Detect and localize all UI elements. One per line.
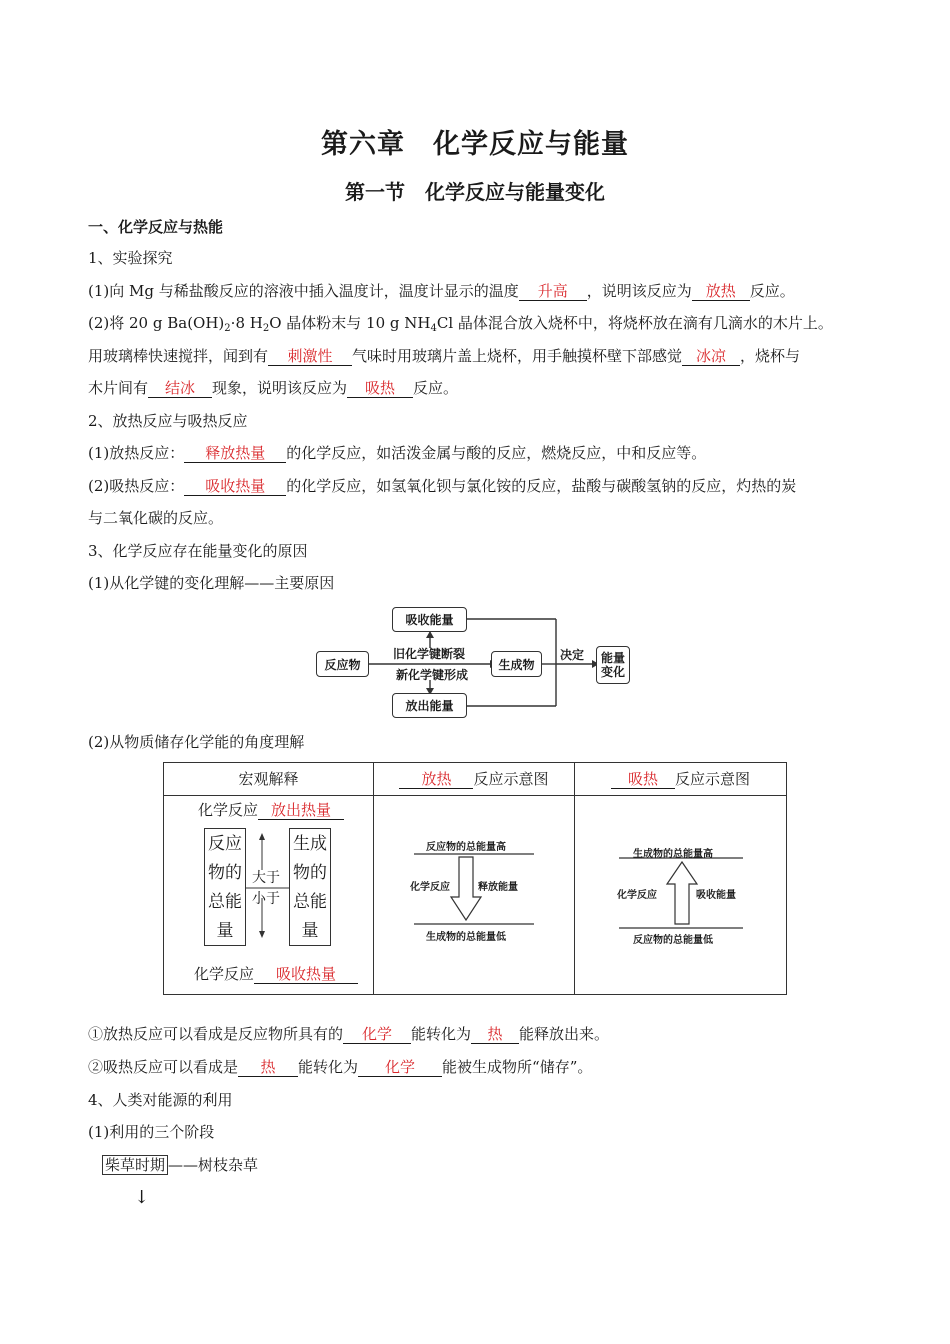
note-endothermic: ②吸热反应可以看成是 热 能转化为 化学 能被生成物所“储存”。 <box>88 1058 593 1076</box>
blank-answer: 热 <box>238 1058 298 1077</box>
note-exothermic: ①放热反应可以看成是反应物所具有的 化学 能转化为 热 能释放出来。 <box>88 1025 610 1043</box>
blank-answer: 释放热量 <box>184 444 286 463</box>
blank-answer: 化学 <box>358 1058 442 1077</box>
exo-bottom-label: 生成物的总能量低 <box>426 932 506 943</box>
subheading-energy-use: 4、人类对能源的利用 <box>88 1091 233 1109</box>
blank-answer: 化学 <box>343 1025 411 1044</box>
product-energy-box: 生成 物的 总能 量 <box>289 828 331 946</box>
stage-label: 柴草时期 <box>102 1155 168 1175</box>
exo-top-label: 反应物的总能量高 <box>426 842 506 853</box>
header-exo-diagram: 放热 反应示意图 <box>374 763 575 796</box>
chapter-title: 第六章 化学反应与能量 <box>321 129 629 160</box>
exo-left-label: 化学反应 <box>410 882 450 893</box>
less-label: 小于 <box>252 891 280 907</box>
endothermic-definition-line2: 与二氧化碳的反应。 <box>88 509 224 527</box>
energy-comparison-table <box>163 762 787 995</box>
exo-right-label: 释放能量 <box>478 882 518 893</box>
reactants-box: 反应物 <box>316 651 369 677</box>
exothermic-definition: (1)放热反应： 释放热量 的化学反应，如活泼金属与酸的反应，燃烧反应，中和反应等。 <box>88 444 707 462</box>
endo-energy-diagram <box>575 796 785 994</box>
endo-top-label: 生成物的总能量高 <box>633 849 713 860</box>
absorb-energy-box: 吸收能量 <box>392 607 467 632</box>
blank-answer: 冰凉 <box>682 347 740 366</box>
exo-energy-diagram <box>374 796 574 994</box>
endo-diagram-cell <box>575 796 786 994</box>
part1-heading: 一、化学反应与热能 <box>88 218 224 236</box>
blank-answer: 结冰 <box>148 379 212 398</box>
experiment-2-line1: (2)将 20 g $Ba(OH)_2\cdot 8$ $H_2O$ 晶体粉末与 10 g $NH_4Cl$ 晶体混合放入烧杯中，将烧杯放在滴有几滴水的木片上。 <box>88 314 833 334</box>
connector-lines <box>246 828 290 948</box>
section-title: 第一节 化学反应与能量变化 <box>345 180 605 204</box>
blank-answer: 吸收热量 <box>184 477 286 496</box>
macro-cell: 化学反应 放出热量 反应 物的 总能 量 大于 小于 生成 物的 总能 量 化学反应 吸收热量 <box>164 796 374 994</box>
old-bond-breaking-label: 旧化学键断裂 <box>393 647 466 661</box>
experiment-1: (1)向 Mg 与稀盐酸反应的溶液中插入温度计，温度计显示的温度 升高 ，说明该反应为 放热 反应。 <box>88 282 795 300</box>
endo-right-label: 吸收能量 <box>696 890 736 901</box>
experiment-2-line3: 木片间有 结冰 现象，说明该反应为 吸热 反应。 <box>88 379 459 397</box>
products-box: 生成物 <box>491 651 542 677</box>
down-arrow-icon: ↓ <box>134 1187 150 1208</box>
decides-label: 决定 <box>560 648 585 662</box>
subheading-cause: 3、化学反应存在能量变化的原因 <box>88 542 308 560</box>
subheading-exo-endo: 2、放热反应与吸热反应 <box>88 412 248 430</box>
endo-left-label: 化学反应 <box>617 890 657 901</box>
endothermic-definition: (2)吸热反应： 吸收热量 的化学反应，如氢氧化钡与氯化铵的反应，盐酸与碳酸氢钠的反应，灼热的炭 <box>88 477 797 495</box>
header-macro: 宏观解释 <box>164 763 374 796</box>
header-endo-diagram: 吸热 反应示意图 <box>575 763 786 796</box>
subheading-experiment: 1、实验探究 <box>88 249 173 267</box>
blank-answer: 放热 <box>692 282 750 301</box>
bond-view-heading: (1)从化学键的变化理解——主要原因 <box>88 574 335 592</box>
blank-answer: 热 <box>471 1025 519 1044</box>
stages-heading: (1)利用的三个阶段 <box>88 1123 215 1141</box>
endo-bottom-label: 反应物的总能量低 <box>633 935 713 946</box>
release-energy-box: 放出能量 <box>392 693 467 718</box>
energy-change-box: 能量变化 <box>596 646 630 684</box>
greater-label: 大于 <box>252 870 280 886</box>
blank-answer: 吸热 <box>347 379 413 398</box>
storage-view-heading: (2)从物质储存化学能的角度理解 <box>88 733 305 751</box>
stage-firewood: 柴草时期 ——树枝杂草 <box>102 1155 258 1175</box>
blank-answer: 升高 <box>519 282 587 301</box>
blank-answer: 刺激性 <box>268 347 352 366</box>
new-bond-forming-label: 新化学键形成 <box>396 668 469 682</box>
reactant-energy-box: 反应 物的 总能 量 <box>204 828 246 946</box>
experiment-2-line2: 用玻璃棒快速搅拌，闻到有 刺激性 气味时用玻璃片盖上烧杯，用手触摸杯壁下部感觉 冰凉 ，烧杯与 <box>88 347 801 365</box>
exo-diagram-cell <box>374 796 575 994</box>
